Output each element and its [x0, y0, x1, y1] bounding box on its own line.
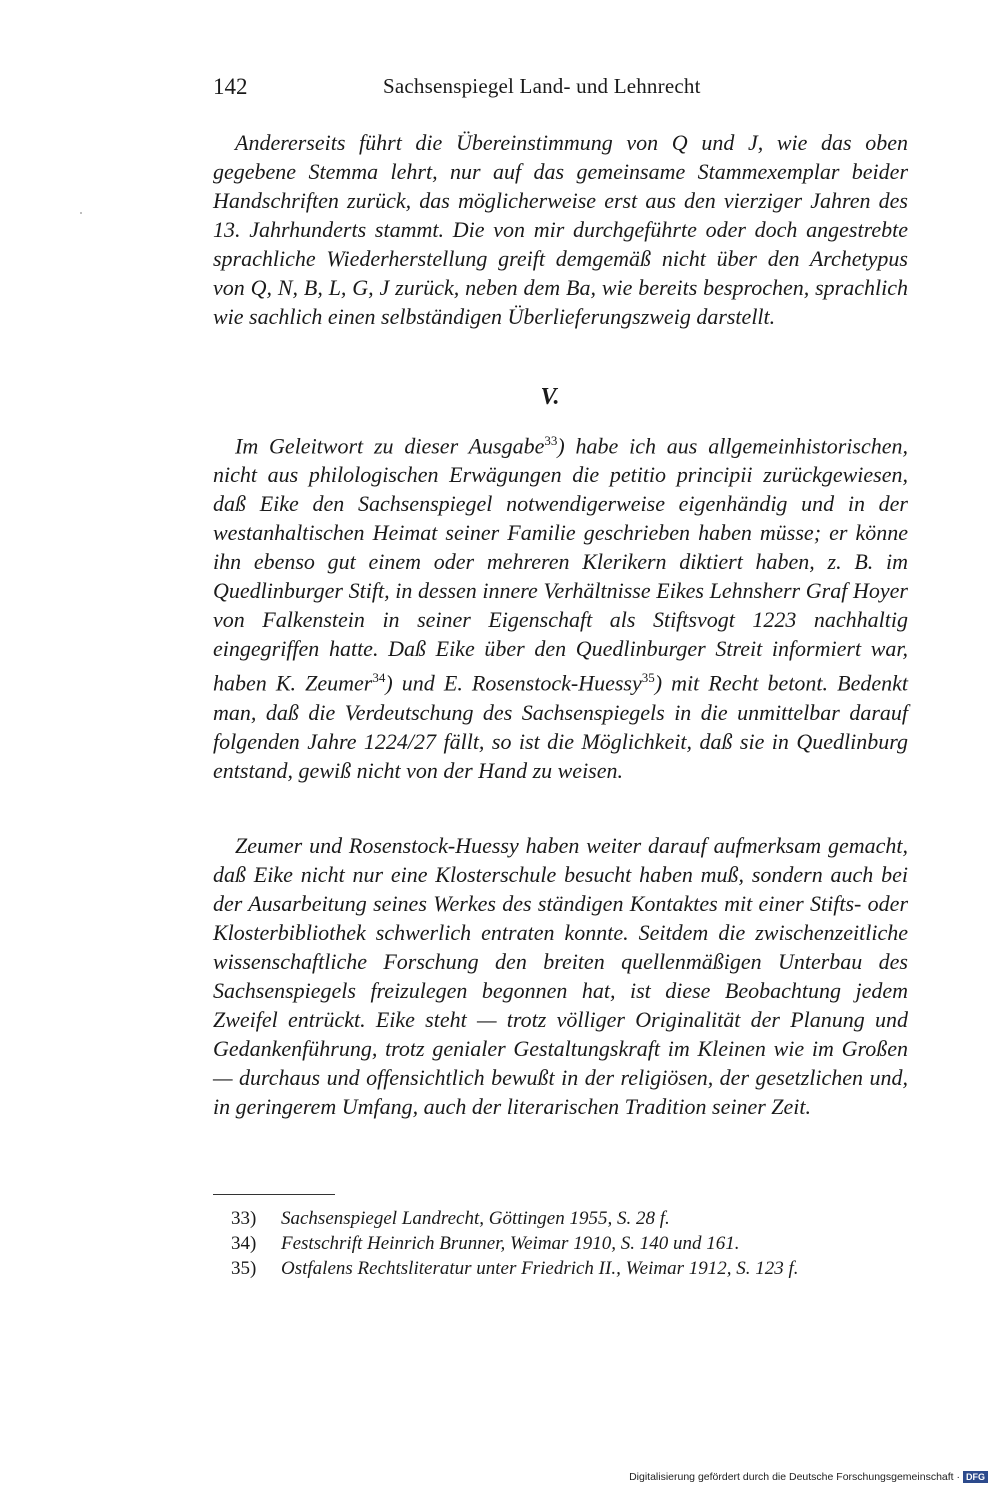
footnote-text: Festschrift Heinrich Brunner, Weimar 1910, S. 140 und 161.: [281, 1233, 740, 1254]
running-title: Sachsenspiegel Land- und Lehnrecht: [383, 74, 701, 98]
footnote-number: 35): [231, 1258, 257, 1279]
scan-speck: [80, 212, 82, 214]
paragraph-2-part-c: ) und E. Rosenstock-Huessy: [385, 670, 642, 696]
page-header: [213, 74, 913, 106]
page-number: 142: [213, 74, 248, 99]
paragraph-1-text: Andererseits führt die Übereinstimmung von Q und J, wie das oben gegebene Stemma lehrt, nur auf das gemeinsame Stammexemplar beider Handschriften zurück, das möglicherweise erst aus den vierziger Jahren des 13. Jahrhunderts stammt. Die von mir durchgeführte oder doch angestrebte sprachliche Wiederherstellung greift demgemäß nicht über den Archetypus von Q, N, B, L, G, J zurück, neben dem Ba, wie bereits besprochen, sprachlich wie sachlich einen selbständigen Überlieferungszweig darstellt.: [213, 130, 908, 329]
section-heading: V.: [540, 384, 560, 410]
paragraph-2-part-b: ) habe ich aus allgemeinhistorischen, nicht aus philologischen Erwägungen die petitio principii zurückgewiesen, daß Eike den Sachsenspiegel notwendigerweise eigenhändig und in der westanhaltischen Heimat seiner Familie geschrieben haben müsse; er könne ihn ebenso gut einem oder mehreren Klerikern diktiert haben, z. B. im Quedlinburger Stift, in dessen innere Verhältnisse Eikes Lehnsherr Graf Hoyer von Falkenstein in seiner Eigenschaft als Stiftsvogt 1223 nachhaltig eingegriffen hatte. Daß Eike über den Quedlinburger Streit informiert war, haben K. Zeumer: [213, 433, 908, 696]
footnote-text: Ostfalens Rechtsliteratur unter Friedrich II., Weimar 1912, S. 123 f.: [281, 1258, 799, 1279]
paragraph-2-part-a: Im Geleitwort zu dieser Ausgabe: [235, 433, 545, 459]
paragraph-1: [213, 128, 908, 331]
digitization-credit: [629, 1471, 988, 1483]
footnotes: [213, 1206, 908, 1281]
footnote-35: [213, 1256, 908, 1281]
footnote-divider: [213, 1194, 335, 1195]
paragraph-2-part-d: ) mit Recht betont. Bedenkt man, daß die Verdeutschung des Sachsenspiegels in die unmittelbar darauf folgenden Jahre 1224/27 fällt, so ist die Möglichkeit, daß sie in Quedlinburg entstand, gewiß nicht von der Hand zu weisen.: [213, 670, 908, 783]
paragraph-3-text: Zeumer und Rosenstock-Huessy haben weiter darauf aufmerksam gemacht, daß Eike nicht nur eine Klosterschule besucht haben muß, sondern auch bei der Ausarbeitung seines Werkes des ständigen Kontaktes mit einer Stifts- oder Klosterbibliothek schwerlich entraten konnte. Seitdem die zwischenzeitliche wissenschaftliche Forschung den breiten quellenmäßigen Unterbau des Sachsenspiegels freizulegen begonnen hat, ist diese Beobachtung jedem Zweifel entrückt. Eike steht — trotz völliger Originalität der Planung und Gedankenführung, trotz genialer Gestaltungskraft im Kleinen wie im Großen — durchaus und offensichtlich bewußt in der religiösen, der gesetzlichen und, in geringerem Umfang, auch der literarischen Tradition seiner Zeit.: [213, 833, 908, 1119]
footnote-34: [213, 1231, 908, 1256]
footnote-33: [213, 1206, 908, 1231]
footnote-number: 34): [231, 1233, 257, 1254]
credit-text: Digitalisierung gefördert durch die Deutsche Forschungsgemeinschaft ·: [629, 1471, 960, 1483]
paragraph-2-text: [213, 426, 908, 785]
footnote-ref-34: 34: [372, 670, 386, 686]
footnote-number: 33): [231, 1208, 257, 1229]
footnote-ref-35: 35: [641, 670, 655, 686]
dfg-logo: DFG: [963, 1471, 988, 1483]
paragraph-2: [213, 426, 908, 785]
footnote-ref-33: 33: [544, 433, 558, 448]
paragraph-3: [213, 831, 908, 1121]
footnote-text: Sachsenspiegel Landrecht, Göttingen 1955, S. 28 f.: [281, 1208, 670, 1229]
